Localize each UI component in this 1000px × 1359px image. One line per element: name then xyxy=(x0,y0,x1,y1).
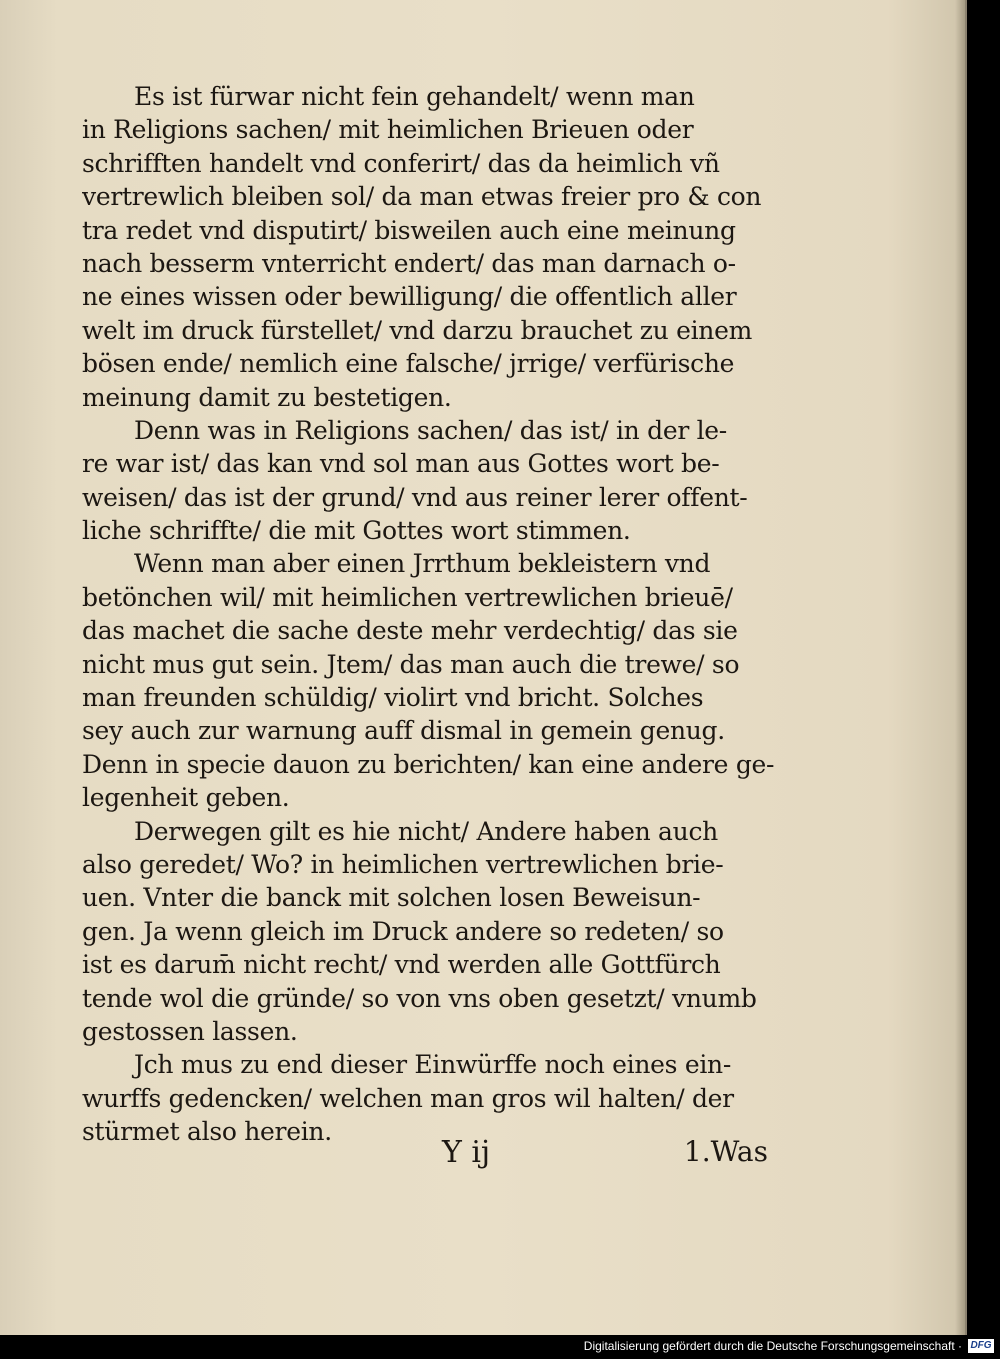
text-line: ne eines wissen oder bewilligung/ die offentlich aller xyxy=(82,282,737,312)
text-line: legenheit geben. xyxy=(82,783,290,813)
text-line: Jch mus zu end dieser Einwürffe noch eines ein- xyxy=(134,1050,731,1080)
dfg-logo: DFG xyxy=(968,1339,994,1353)
text-line: gen. Ja wenn gleich im Druck andere so redeten/ so xyxy=(82,916,724,946)
text-line: wurffs gedencken/ welchen man gros wil halten/ der xyxy=(82,1083,734,1113)
text-line: Wenn man aber einen Jrrthum bekleistern vnd xyxy=(134,549,711,579)
text-line: in Religions sachen/ mit heimlichen Brieuen oder xyxy=(82,115,694,145)
text-line: meinung damit zu bestetigen. xyxy=(82,382,452,412)
text-line: Denn was in Religions sachen/ das ist/ in der le- xyxy=(134,415,727,445)
text-line: das machet die sache deste mehr verdechtig/ das sie xyxy=(82,616,738,646)
text-line: weisen/ das ist der grund/ vnd aus reiner lerer offent- xyxy=(82,482,748,512)
text-line: betönchen wil/ mit heimlichen vertrewlichen brieuē/ xyxy=(82,582,733,612)
text-line: uen. Vnter die banck mit solchen losen Beweisun- xyxy=(82,883,701,913)
page-edge-shadow xyxy=(955,0,965,1335)
text-line: also geredet/ Wo? in heimlichen vertrewlichen brie- xyxy=(82,849,724,879)
catchword: 1.Was xyxy=(683,1135,768,1168)
text-line: Denn in specie dauon zu berichten/ kan eine andere ge- xyxy=(82,749,775,779)
text-line: Es ist fürwar nicht fein gehandelt/ wenn man xyxy=(134,82,695,111)
text-line: welt im druck fürstellet/ vnd darzu brauchet zu einem xyxy=(82,315,752,345)
text-line: liche schriffte/ die mit Gottes wort stimmen. xyxy=(82,516,631,546)
text-line: stürmet also herein. xyxy=(82,1117,332,1147)
text-line: nicht mus gut sein. Jtem/ das man auch die trewe/ so xyxy=(82,649,740,679)
funding-bar xyxy=(0,1335,1000,1359)
signature-mark: Y ij xyxy=(442,1135,491,1170)
text-line: vertrewlich bleiben sol/ da man etwas freier pro & con xyxy=(82,182,762,212)
text-line: tende wol die gründe/ so von vns oben gesetzt/ vnumb xyxy=(82,983,757,1013)
text-line: schrifften handelt vnd conferirt/ das da heimlich vñ xyxy=(82,148,720,178)
text-line: sey auch zur warnung auff dismal in gemein genug. xyxy=(82,716,725,746)
text-line: ist es darum̄ nicht recht/ vnd werden alle Gottfürch xyxy=(82,950,721,980)
text-line: tra redet vnd disputirt/ bisweilen auch eine meinung xyxy=(82,215,736,245)
text-line: gestossen lassen. xyxy=(82,1016,298,1046)
page-footer xyxy=(82,1135,782,1175)
text-line: man freunden schüldig/ violirt vnd bricht. Solches xyxy=(82,683,704,713)
text-line: nach besserm vnterricht endert/ das man darnach o- xyxy=(82,248,736,278)
funding-credit: Digitalisierung gefördert durch die Deutsche Forschungsgemeinschaft · xyxy=(583,1339,962,1353)
page-text-block xyxy=(82,80,782,1149)
text-line: Derwegen gilt es hie nicht/ Andere haben auch xyxy=(134,816,718,846)
text-line: bösen ende/ nemlich eine falsche/ jrrige/ verfürische xyxy=(82,349,735,379)
text-line: re war ist/ das kan vnd sol man aus Gottes wort be- xyxy=(82,449,720,479)
